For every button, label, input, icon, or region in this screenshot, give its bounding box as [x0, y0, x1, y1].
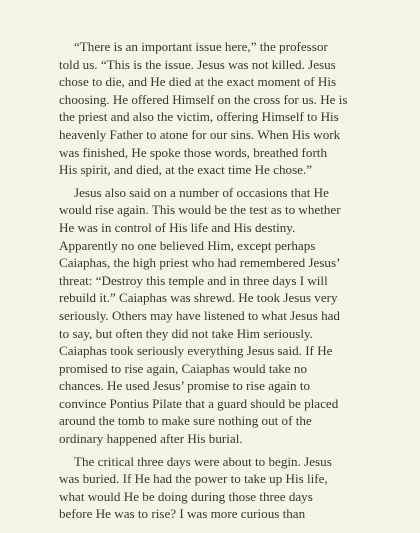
- text-line: chances. He used Jesus’ promise to rise again to: [59, 378, 311, 394]
- paragraph-2: [59, 184, 380, 448]
- text-line: seriously. Others may have listened to what Jesus had: [59, 307, 340, 323]
- text-line: Apparently no one believed Him, except perhaps: [59, 237, 316, 253]
- text-line: Caiaphas took seriously everything Jesus said. If He: [59, 343, 333, 359]
- text-line: the priest and also the victim, offering Himself to His: [59, 109, 339, 125]
- text-line: Caiaphas, the high priest who had remembered Jesus’: [59, 255, 341, 271]
- text-line: The critical three days were about to begin. Jesus: [74, 453, 332, 469]
- text-line: was finished, He spoke those words, breathed forth: [59, 144, 327, 160]
- text-line: “There is an important issue here,” the professor: [74, 39, 328, 54]
- text-line: to say, but often they did not take Him seriously.: [59, 325, 313, 341]
- text-line: what would He be doing during those three days: [59, 488, 313, 504]
- text-line: Jesus also said on a number of occasions that He: [74, 184, 329, 200]
- text-line: around the tomb to make sure nothing out of the: [59, 413, 312, 429]
- text-line: was buried. If He had the power to take up His life,: [59, 471, 328, 487]
- paragraph-3: [59, 453, 380, 523]
- text-line: heavenly Father to atone for our sins. When His work: [59, 126, 341, 142]
- text-line: choosing. He offered Himself on the cross for us. He is: [59, 91, 348, 107]
- text-line: before He was to rise? I was more curious than: [59, 506, 306, 522]
- text-line: promised to rise again, Caiaphas would take no: [59, 360, 307, 376]
- text-line: convince Pontius Pilate that a guard should be placed: [59, 395, 339, 411]
- text-line: He was in control of His life and His destiny.: [59, 219, 296, 235]
- text-line: told us. “This is the issue. Jesus was not killed. Jesus: [59, 56, 336, 72]
- text-line: His spirit, and died, at the exact time He chose.”: [59, 162, 313, 178]
- paragraph-1: [59, 38, 380, 179]
- text-line: threat: “Destroy this temple and in three days I will: [59, 272, 328, 288]
- text-line: ordinary happened after His burial.: [59, 431, 243, 447]
- text-line: rebuild it.” Caiaphas was shrewd. He took Jesus very: [59, 290, 338, 306]
- text-line: chose to die, and He died at the exact moment of His: [59, 74, 337, 90]
- text-line: would rise again. This would be the test as to whether: [59, 202, 341, 218]
